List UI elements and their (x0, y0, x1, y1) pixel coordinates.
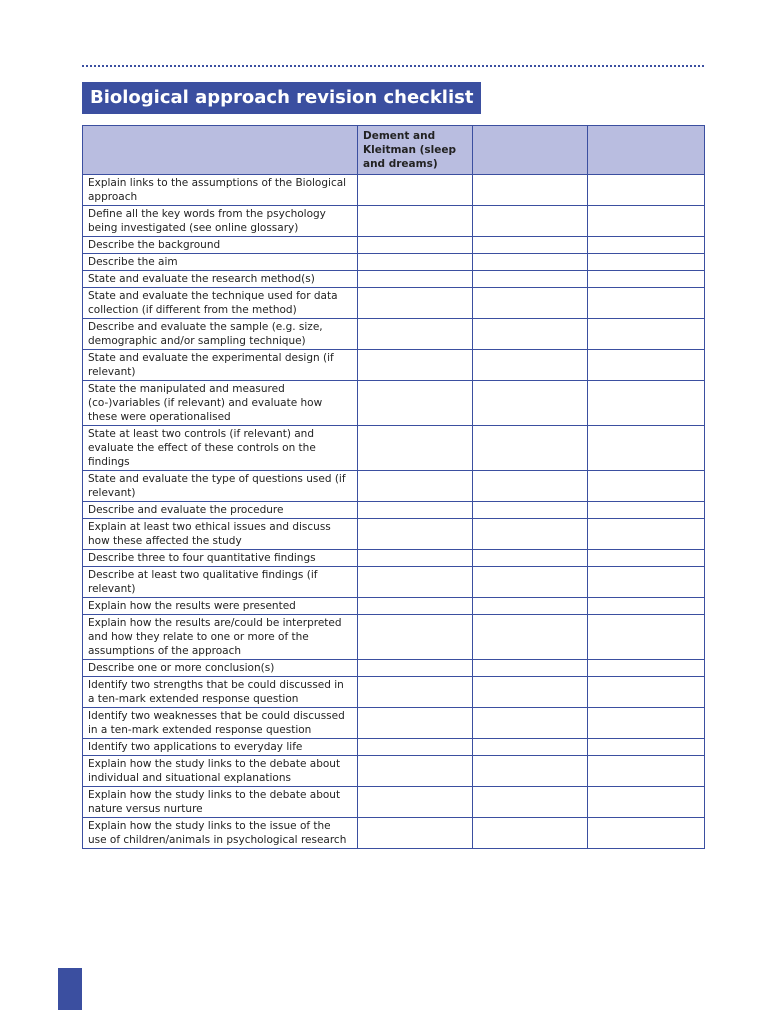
checklist-tick-cell[interactable] (358, 288, 473, 319)
checklist-tick-cell[interactable] (473, 567, 588, 598)
checklist-item-label: Describe the aim (83, 254, 358, 271)
table-row (83, 598, 705, 615)
checklist-tick-cell[interactable] (358, 615, 473, 660)
checklist-tick-cell[interactable] (588, 756, 705, 787)
table-row (83, 426, 705, 471)
checklist-tick-cell[interactable] (473, 739, 588, 756)
table-row (83, 519, 705, 550)
header-cell-study-2 (473, 126, 588, 175)
checklist-item-label: Explain how the study links to the debate about nature versus nurture (83, 787, 358, 818)
checklist-tick-cell[interactable] (473, 381, 588, 426)
checklist-tick-cell[interactable] (473, 818, 588, 849)
table-row (83, 677, 705, 708)
checklist-tick-cell[interactable] (358, 381, 473, 426)
checklist-item-label: State at least two controls (if relevant) and evaluate the effect of these controls on the findings (83, 426, 358, 471)
checklist-tick-cell[interactable] (588, 677, 705, 708)
checklist-item-label: Explain how the study links to the debate about individual and situational explanations (83, 756, 358, 787)
checklist-tick-cell[interactable] (358, 787, 473, 818)
checklist-tick-cell[interactable] (358, 567, 473, 598)
checklist-tick-cell[interactable] (588, 426, 705, 471)
checklist-tick-cell[interactable] (588, 350, 705, 381)
checklist-tick-cell[interactable] (473, 175, 588, 206)
checklist-tick-cell[interactable] (588, 471, 705, 502)
checklist-tick-cell[interactable] (588, 519, 705, 550)
table-row (83, 206, 705, 237)
revision-checklist-table (82, 125, 705, 849)
checklist-tick-cell[interactable] (358, 471, 473, 502)
checklist-item-label: Identify two applications to everyday life (83, 739, 358, 756)
checklist-tick-cell[interactable] (588, 567, 705, 598)
table-row (83, 787, 705, 818)
checklist-tick-cell[interactable] (473, 519, 588, 550)
checklist-tick-cell[interactable] (358, 677, 473, 708)
checklist-tick-cell[interactable] (588, 818, 705, 849)
checklist-tick-cell[interactable] (473, 598, 588, 615)
checklist-tick-cell[interactable] (358, 271, 473, 288)
checklist-item-label: Describe the background (83, 237, 358, 254)
checklist-tick-cell[interactable] (473, 288, 588, 319)
checklist-tick-cell[interactable] (588, 381, 705, 426)
page-title: Biological approach revision checklist (82, 82, 481, 114)
checklist-tick-cell[interactable] (358, 756, 473, 787)
checklist-item-label: Describe and evaluate the sample (e.g. size, demographic and/or sampling technique) (83, 319, 358, 350)
checklist-tick-cell[interactable] (358, 598, 473, 615)
checklist-item-label: State and evaluate the type of questions used (if relevant) (83, 471, 358, 502)
checklist-tick-cell[interactable] (588, 598, 705, 615)
checklist-tick-cell[interactable] (358, 550, 473, 567)
header-cell-study-1: Dement and Kleitman (sleep and dreams) (358, 126, 473, 175)
checklist-tick-cell[interactable] (473, 756, 588, 787)
checklist-tick-cell[interactable] (358, 175, 473, 206)
header-cell-study-3 (588, 126, 705, 175)
table-header-row (83, 126, 705, 175)
checklist-item-label: State the manipulated and measured (co-)variables (if relevant) and evaluate how these were operationalised (83, 381, 358, 426)
checklist-tick-cell[interactable] (473, 660, 588, 677)
table-row (83, 567, 705, 598)
checklist-tick-cell[interactable] (588, 708, 705, 739)
checklist-item-label: State and evaluate the research method(s) (83, 271, 358, 288)
checklist-item-label: Explain at least two ethical issues and discuss how these affected the study (83, 519, 358, 550)
table-row (83, 756, 705, 787)
checklist-item-label: Describe and evaluate the procedure (83, 502, 358, 519)
table-row (83, 739, 705, 756)
table-row (83, 660, 705, 677)
checklist-tick-cell[interactable] (358, 739, 473, 756)
checklist-tick-cell[interactable] (358, 708, 473, 739)
checklist-tick-cell[interactable] (473, 350, 588, 381)
table-row (83, 271, 705, 288)
table-row (83, 254, 705, 271)
checklist-item-label: Define all the key words from the psychology being investigated (see online glossary) (83, 206, 358, 237)
checklist-tick-cell[interactable] (588, 206, 705, 237)
checklist-item-label: Identify two weaknesses that be could discussed in a ten-mark extended response question (83, 708, 358, 739)
table-row (83, 381, 705, 426)
checklist-tick-cell[interactable] (588, 175, 705, 206)
table-row (83, 471, 705, 502)
checklist-tick-cell[interactable] (473, 271, 588, 288)
table-row (83, 175, 705, 206)
checklist-tick-cell[interactable] (473, 206, 588, 237)
checklist-item-label: Explain how the results were presented (83, 598, 358, 615)
checklist-tick-cell[interactable] (358, 426, 473, 471)
table-row (83, 237, 705, 254)
checklist-tick-cell[interactable] (358, 502, 473, 519)
checklist-item-label: Describe three to four quantitative findings (83, 550, 358, 567)
checklist-tick-cell[interactable] (358, 319, 473, 350)
table-row (83, 550, 705, 567)
checklist-tick-cell[interactable] (473, 471, 588, 502)
checklist-tick-cell[interactable] (473, 426, 588, 471)
checklist-tick-cell[interactable] (588, 550, 705, 567)
checklist-tick-cell[interactable] (358, 519, 473, 550)
checklist-tick-cell[interactable] (473, 319, 588, 350)
checklist-tick-cell[interactable] (473, 708, 588, 739)
checklist-item-label: Explain how the study links to the issue of the use of children/animals in psychological research (83, 818, 358, 849)
checklist-tick-cell[interactable] (473, 502, 588, 519)
checklist-tick-cell[interactable] (358, 254, 473, 271)
checklist-tick-cell[interactable] (358, 818, 473, 849)
checklist-tick-cell[interactable] (588, 739, 705, 756)
table-row (83, 288, 705, 319)
checklist-item-label: State and evaluate the technique used for data collection (if different from the method) (83, 288, 358, 319)
page-corner-tab (58, 968, 82, 1010)
checklist-tick-cell[interactable] (473, 550, 588, 567)
checklist-tick-cell[interactable] (358, 660, 473, 677)
checklist-tick-cell[interactable] (473, 615, 588, 660)
checklist-item-label: State and evaluate the experimental design (if relevant) (83, 350, 358, 381)
checklist-tick-cell[interactable] (473, 787, 588, 818)
checklist-tick-cell[interactable] (588, 502, 705, 519)
checklist-tick-cell[interactable] (358, 237, 473, 254)
checklist-tick-cell[interactable] (358, 350, 473, 381)
checklist-tick-cell[interactable] (358, 206, 473, 237)
checklist-item-label: Identify two strengths that be could discussed in a ten-mark extended response question (83, 677, 358, 708)
table-row (83, 502, 705, 519)
checklist-tick-cell[interactable] (473, 237, 588, 254)
checklist-tick-cell[interactable] (588, 787, 705, 818)
checklist-tick-cell[interactable] (473, 677, 588, 708)
checklist-tick-cell[interactable] (588, 271, 705, 288)
checklist-tick-cell[interactable] (473, 254, 588, 271)
checklist-tick-cell[interactable] (588, 319, 705, 350)
table-row (83, 615, 705, 660)
checklist-item-label: Explain links to the assumptions of the Biological approach (83, 175, 358, 206)
dotted-divider (82, 65, 704, 67)
table-row (83, 350, 705, 381)
table-row (83, 708, 705, 739)
header-cell-task (83, 126, 358, 175)
checklist-tick-cell[interactable] (588, 237, 705, 254)
table-row (83, 319, 705, 350)
checklist-tick-cell[interactable] (588, 660, 705, 677)
checklist-tick-cell[interactable] (588, 288, 705, 319)
checklist-item-label: Describe one or more conclusion(s) (83, 660, 358, 677)
checklist-tick-cell[interactable] (588, 615, 705, 660)
table-row (83, 818, 705, 849)
checklist-tick-cell[interactable] (588, 254, 705, 271)
checklist-item-label: Explain how the results are/could be interpreted and how they relate to one or more of the assumptions of the approach (83, 615, 358, 660)
checklist-item-label: Describe at least two qualitative findings (if relevant) (83, 567, 358, 598)
